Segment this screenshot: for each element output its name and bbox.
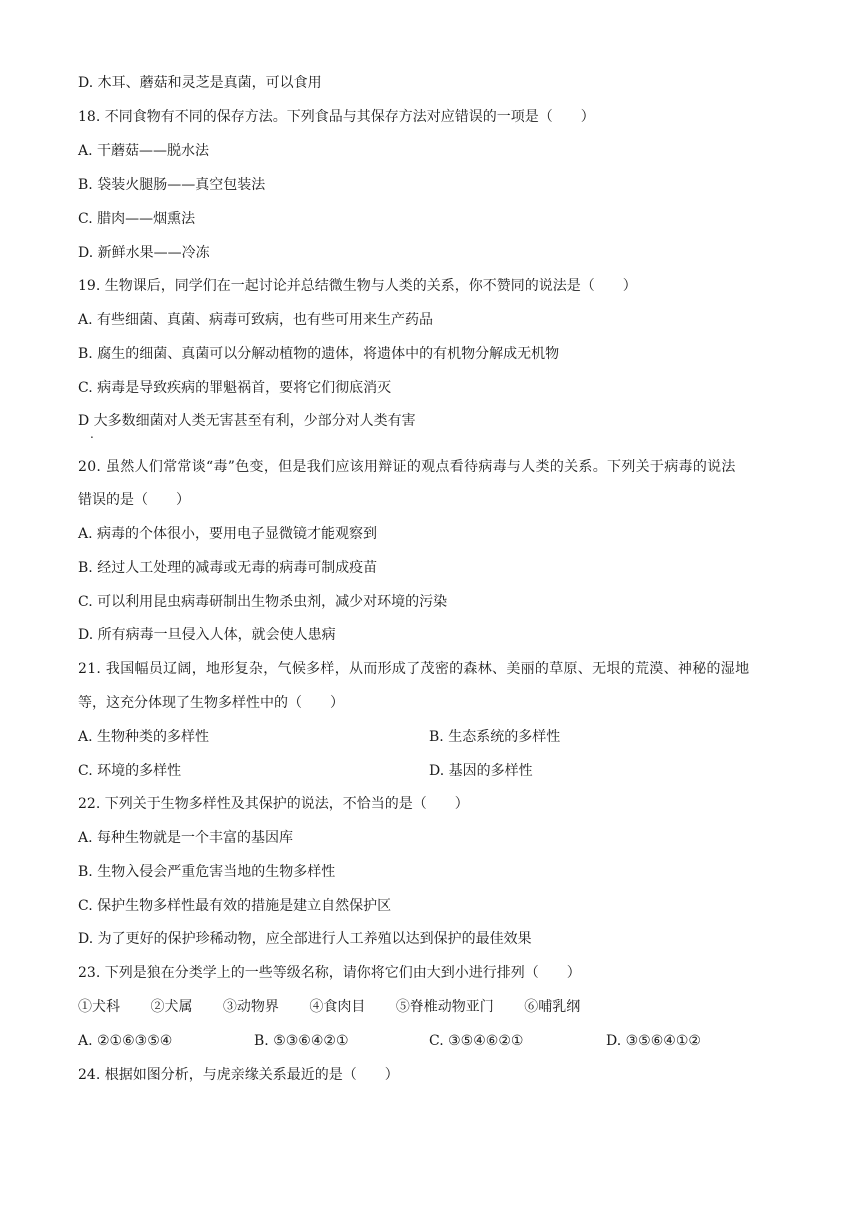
q18-stem: 18. 不同食物有不同的保存方法。下列食品与其保存方法对应错误的一项是（ ） bbox=[78, 109, 595, 125]
q22-stem: 22. 下列关于生物多样性及其保护的说法，不恰当的是（ ） bbox=[78, 796, 469, 812]
q22-option-a: A. 每种生物就是一个丰富的基因库 bbox=[78, 830, 294, 846]
q18-option-b: B. 袋装火腿肠——真空包装法 bbox=[78, 177, 266, 193]
q23-option-c: C. ③⑤④⑥②① bbox=[429, 1033, 524, 1049]
q20-option-b: B. 经过人工处理的减毒或无毒的病毒可制成疫苗 bbox=[78, 560, 378, 576]
q21-option-b: B. 生态系统的多样性 bbox=[429, 729, 561, 745]
q23-option-a: A. ②①⑥③⑤④ bbox=[78, 1033, 173, 1049]
q19-option-c: C. 病毒是导致疾病的罪魁祸首，要将它们彻底消灭 bbox=[78, 380, 392, 396]
q22-option-d: D. 为了更好的保护珍稀动物，应全部进行人工养殖以达到保护的最佳效果 bbox=[78, 931, 532, 947]
q21-stem-line1: 21. 我国幅员辽阔，地形复杂，气候多样，从而形成了茂密的森林、美丽的草原、无垠的荒漠、神秘的湿地 bbox=[78, 661, 750, 677]
q20-option-d: D. 所有病毒一旦侵入人体，就会使人患病 bbox=[78, 627, 336, 643]
q20-stem-line1: 20. 虽然人们常常谈“毒”色变，但是我们应该用辩证的观点看待病毒与人类的关系。下列关于病毒的说法 bbox=[78, 459, 736, 475]
q22-option-c: C. 保护生物多样性最有效的措施是建立自然保护区 bbox=[78, 898, 392, 914]
q20-stem-line2: 错误的是（ ） bbox=[78, 492, 190, 508]
q23-option-b: B. ⑤③⑥④②① bbox=[254, 1033, 349, 1049]
q23-option-d: D. ③⑤⑥④①② bbox=[606, 1033, 701, 1049]
q18-option-c: C. 腊肉——烟熏法 bbox=[78, 211, 196, 227]
q23-item: ③动物界 bbox=[222, 999, 279, 1015]
q19-option-d-dot: . bbox=[90, 427, 94, 441]
q24-stem: 24. 根据如图分析，与虎亲缘关系最近的是（ ） bbox=[78, 1067, 399, 1083]
q22-option-b: B. 生物入侵会严重危害当地的生物多样性 bbox=[78, 864, 336, 880]
q19-stem: 19. 生物课后，同学们在一起讨论并总结微生物与人类的关系，你不赞同的说法是（ ） bbox=[78, 278, 637, 294]
q21-option-c: C. 环境的多样性 bbox=[78, 763, 182, 779]
q23-item: ⑥哺乳纲 bbox=[524, 999, 581, 1015]
q21-stem-line2: 等，这充分体现了生物多样性中的（ ） bbox=[78, 695, 344, 711]
q18-option-d: D. 新鲜水果——冷冻 bbox=[78, 245, 210, 261]
q23-item: ④食肉目 bbox=[309, 999, 366, 1015]
q21-option-a: A. 生物种类的多样性 bbox=[78, 729, 210, 745]
q23-item: ①犬科 bbox=[78, 999, 120, 1015]
q19-option-d: D 大多数细菌对人类无害甚至有利，少部分对人类有害 bbox=[78, 413, 416, 429]
q23-stem: 23. 下列是狼在分类学上的一些等级名称，请你将它们由大到小进行排列（ ） bbox=[78, 965, 581, 981]
q18-option-a: A. 干蘑菇——脱水法 bbox=[78, 143, 210, 159]
q20-option-a: A. 病毒的个体很小，要用电子显微镜才能观察到 bbox=[78, 526, 378, 542]
q23-item: ②犬属 bbox=[150, 999, 193, 1015]
q21-option-d: D. 基因的多样性 bbox=[429, 763, 533, 779]
q19-option-b: B. 腐生的细菌、真菌可以分解动植物的遗体，将遗体中的有机物分解成无机物 bbox=[78, 346, 560, 362]
q20-option-c: C. 可以利用昆虫病毒研制出生物杀虫剂，减少对环境的污染 bbox=[78, 594, 448, 610]
q17-option-d: D. 木耳、蘑菇和灵芝是真菌，可以食用 bbox=[78, 75, 322, 91]
q23-items bbox=[78, 997, 580, 1017]
q23-item: ⑤脊椎动物亚门 bbox=[395, 999, 494, 1015]
q19-option-a: A. 有些细菌、真菌、病毒可致病，也有些可用来生产药品 bbox=[78, 312, 434, 328]
